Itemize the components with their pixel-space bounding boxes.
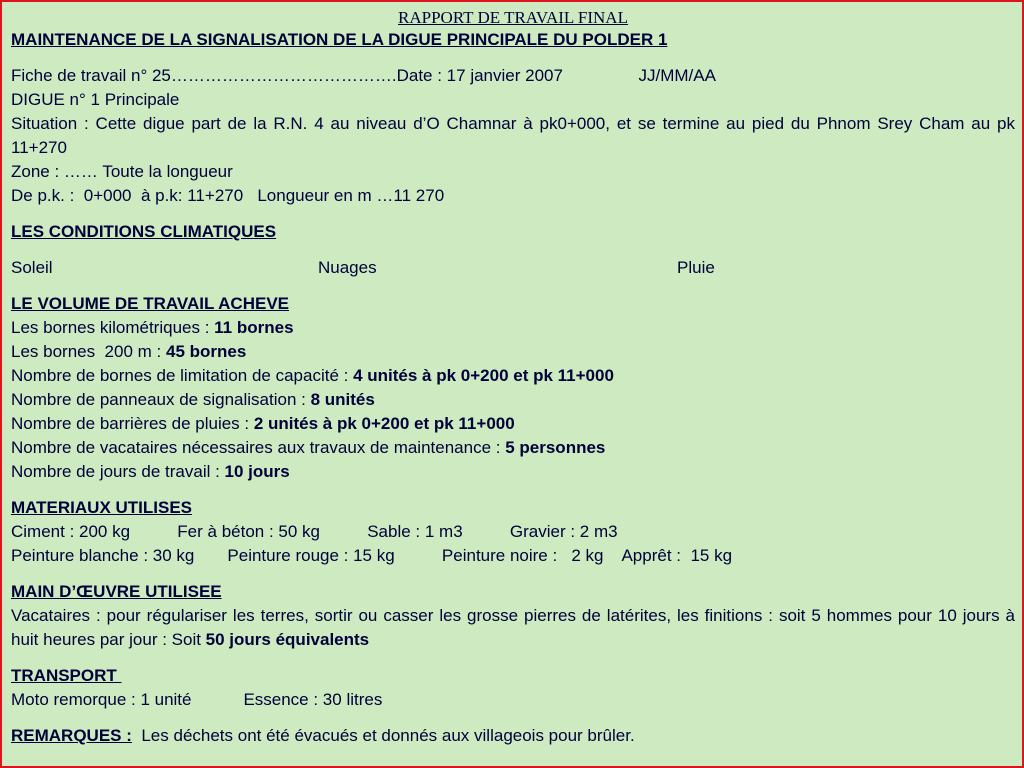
volume-item-value: 4 unités à pk 0+200 et pk 11+000 <box>353 366 614 385</box>
volume-item-label: Nombre de barrières de pluies : <box>11 414 254 433</box>
volume-item-value: 2 unités à pk 0+200 et pk 11+000 <box>253 414 515 433</box>
main-heading: MAINTENANCE DE LA SIGNALISATION DE LA DIGUE PRINCIPALE DU POLDER 1 <box>11 30 668 49</box>
volume-item-value: 8 unités <box>310 390 375 409</box>
transport-line: Moto remorque : 1 unité Essence : 30 litres <box>11 690 383 709</box>
materiaux-line-2: Peinture blanche : 30 kg Peinture rouge : 15 kg Peinture noire : 2 kg Apprêt : 15 kg <box>11 546 733 565</box>
volume-item-value: 11 bornes <box>214 318 294 337</box>
fiche-line: Fiche de travail n° 25………………………………….Date : 17 janvier 2007 JJ/MM/AA <box>11 66 716 85</box>
volume-item-label: Nombre de jours de travail : <box>11 462 225 481</box>
materiaux-heading: MATERIAUX UTILISES <box>11 498 193 517</box>
remarques-section <box>11 724 1015 748</box>
main-oeuvre-section <box>11 580 1015 652</box>
volume-item-label: Les bornes 200 m : <box>11 342 166 361</box>
volume-heading: LE VOLUME DE TRAVAIL ACHEVE <box>11 294 290 313</box>
transport-section <box>11 664 1015 712</box>
volume-item <box>11 388 1015 412</box>
report-document <box>11 8 1015 748</box>
header-info <box>11 64 1015 208</box>
volume-item-value: 5 personnes <box>505 438 606 457</box>
main-oeuvre-description: Vacataires : pour régulariser les terres, sortir ou casser les grosse pierres de latérites, les finitions : soit 5 hommes pour 10 jours à huit heures par jour : Soit <box>11 606 1015 649</box>
situation-line: Situation : Cette digue part de la R.N. 4 au niveau d’O Chamnar à pk0+000, et se termine au pied du Phnom Srey Cham au pk 11+270 <box>11 114 1015 157</box>
main-oeuvre-heading: MAIN D’ŒUVRE UTILISEE <box>11 582 222 601</box>
volume-item-value: 10 jours <box>224 462 290 481</box>
volume-item-label: Nombre de vacataires nécessaires aux travaux de maintenance : <box>11 438 506 457</box>
zone-line: Zone : …… Toute la longueur <box>11 162 233 181</box>
main-oeuvre-value: 50 jours équivalents <box>205 630 370 649</box>
main-oeuvre-text <box>11 604 1015 652</box>
materiaux-line-1: Ciment : 200 kg Fer à béton : 50 kg Sable : 1 m3 Gravier : 2 m3 <box>11 522 618 541</box>
weather-row <box>11 256 1015 280</box>
digue-line: DIGUE n° 1 Principale <box>11 90 180 109</box>
volume-item-label: Les bornes kilométriques : <box>11 318 215 337</box>
transport-heading: TRANSPORT <box>11 666 122 685</box>
volume-item-label: Nombre de bornes de limitation de capacité : <box>11 366 354 385</box>
climat-heading: LES CONDITIONS CLIMATIQUES <box>11 222 277 241</box>
pk-line: De p.k. : 0+000 à p.k: 11+270 Longueur en m …11 270 <box>11 186 445 205</box>
volume-item-label: Nombre de panneaux de signalisation : <box>11 390 311 409</box>
volume-item <box>11 460 1015 484</box>
remarques-text: Les déchets ont été évacués et donnés aux villageois pour brûler. <box>131 726 635 745</box>
weather-soleil: Soleil <box>11 258 53 277</box>
volume-item <box>11 436 1015 460</box>
weather-pluie: Pluie <box>677 258 715 277</box>
volume-item-value: 45 bornes <box>165 342 247 361</box>
volume-item <box>11 412 1015 436</box>
remarques-heading: REMARQUES : <box>11 726 132 745</box>
materiaux-section <box>11 496 1015 568</box>
climat-section <box>11 220 1015 280</box>
volume-item <box>11 364 1015 388</box>
volume-item <box>11 316 1015 340</box>
volume-item <box>11 340 1015 364</box>
weather-nuages: Nuages <box>318 258 377 277</box>
volume-section <box>11 292 1015 484</box>
document-title: RAPPORT DE TRAVAIL FINAL <box>398 8 628 27</box>
